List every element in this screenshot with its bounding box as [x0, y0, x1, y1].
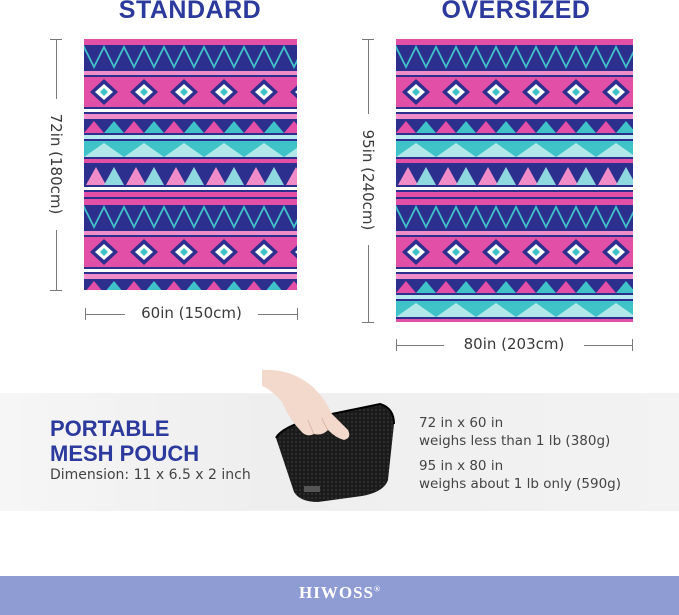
pouch-title-line1: PORTABLE: [50, 416, 170, 441]
aztec-pattern-standard: [84, 39, 297, 290]
mesh-pouch-image: [262, 368, 402, 508]
spec-oversized-weight: weighs about 1 lb only (590g): [419, 476, 621, 492]
oversized-width-label: 80in (203cm): [463, 335, 565, 353]
aztec-pattern-oversized: [396, 39, 633, 322]
standard-height-line-lower: [56, 230, 57, 290]
oversized-height-tick-bottom: [362, 322, 374, 323]
standard-height-label: 72in (180cm): [47, 113, 65, 215]
spec-standard-weight: weighs less than 1 lb (380g): [419, 433, 611, 449]
oversized-width-line-right: [584, 345, 633, 346]
oversized-height-line-lower: [368, 245, 369, 322]
standard-height-line: [56, 39, 57, 99]
pouch-dimension: Dimension: 11 x 6.5 x 2 inch: [50, 467, 251, 483]
spec-standard-size: 72 in x 60 in: [419, 415, 504, 431]
standard-title: STANDARD: [118, 0, 262, 24]
trademark-symbol: ®: [374, 584, 381, 594]
oversized-width-line-left: [396, 345, 444, 346]
brand-logo: [240, 583, 440, 603]
oversized-blanket-image: [396, 39, 633, 322]
spec-oversized: [419, 457, 669, 493]
mesh-pouch-icon: [262, 368, 402, 508]
pouch-title: [50, 416, 199, 466]
oversized-height-line: [368, 39, 369, 114]
spec-standard: [419, 414, 669, 450]
standard-blanket-image: [84, 39, 297, 290]
oversized-title: OVERSIZED: [441, 0, 591, 24]
standard-width-label: 60in (150cm): [141, 304, 242, 322]
standard-width-line-right: [258, 314, 298, 315]
standard-width-line-left: [85, 314, 125, 315]
oversized-height-label: 95in (240cm): [359, 129, 377, 231]
spec-oversized-size: 95 in x 80 in: [419, 458, 504, 474]
standard-height-tick-bottom: [50, 290, 62, 291]
brand-name: HIWOSS: [299, 583, 374, 602]
pouch-title-line2: MESH POUCH: [50, 441, 200, 466]
